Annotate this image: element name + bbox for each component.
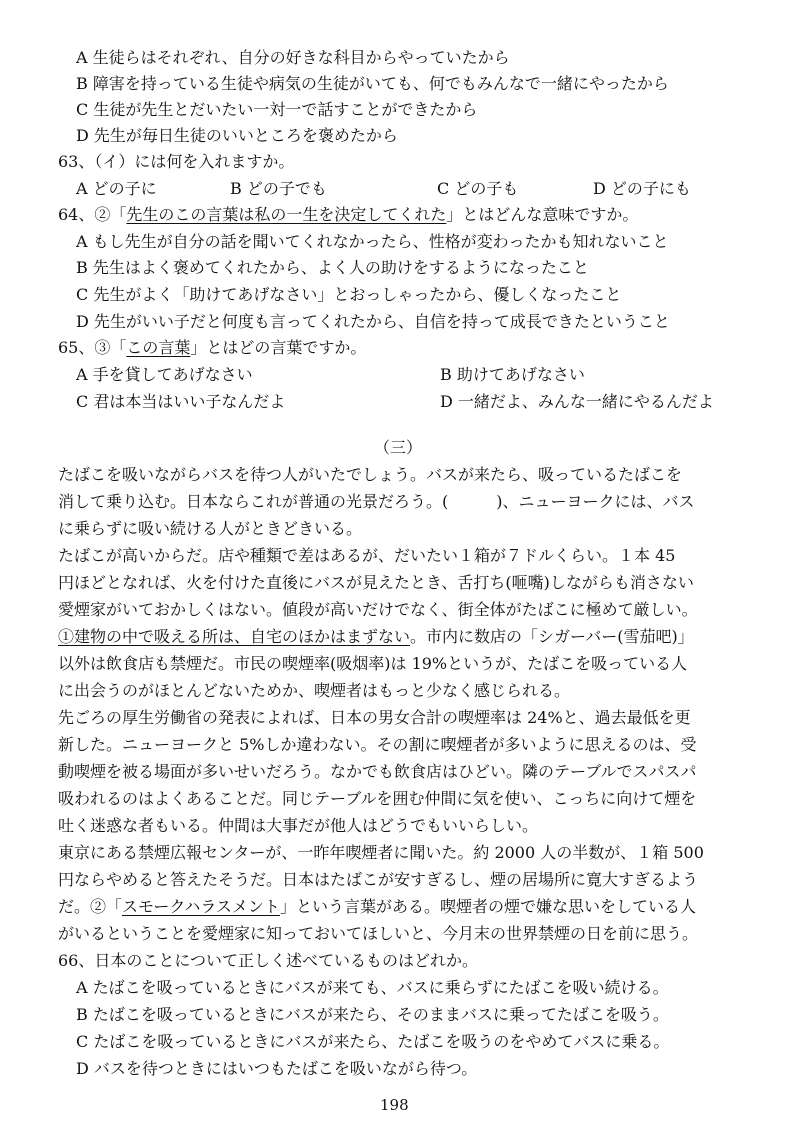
q64-option-d: D 先生がいい子だと何度も言ってくれたから、自信を持って成長できたということ	[76, 312, 670, 331]
q64-option-a: A もし先生が自分の話を聞いてくれなかったら、性格が変わったかも知れないこと	[76, 232, 669, 251]
passage-line: がいるということを愛煙家に知っておいてほしいと、今月末の世界禁煙の日を前に思う。	[58, 924, 699, 943]
passage-underlined-phrase-2: スモークハラスメント	[122, 897, 280, 916]
passage-line: に出会うのがほとんどないためか、喫煙者はもっと少なく感じられる。	[58, 681, 571, 700]
q64-option-b: B 先生はよく褒めてくれたから、よく人の助けをするようになったこと	[76, 258, 589, 277]
q63-question: 63、（イ）には何を入れますか。	[58, 152, 295, 171]
q63-option-d: D どの子にも	[593, 179, 691, 198]
passage-line: たばこを吸いながらバスを待つ人がいたでしょう。バスが来たら、吸っているたばこを	[58, 465, 683, 484]
q64-underlined-phrase: 先生のこの言葉は私の一生を決定してくれた	[126, 205, 447, 224]
q65-prefix: 65、③「	[58, 338, 127, 357]
passage-line: 先ごろの厚生労働省の発表によれば、日本の男女合計の喫煙率は 24%と、過去最低を更	[58, 708, 691, 727]
q65-option-c: C 君は本当はいい子なんだよ	[76, 392, 286, 411]
passage-line: 円ならやめると答えたそうだ。日本はたばこが安すぎるし、煙の居場所に寛大すぎるよう	[58, 870, 699, 889]
q62-option-a: A 生徒らはそれぞれ、自分の好きな科目からやっていたから	[76, 48, 510, 67]
q65-suffix: 」とはどの言葉ですか。	[190, 338, 367, 357]
q65-question	[58, 337, 366, 359]
q63-option-b: B どの子でも	[230, 179, 327, 198]
q65-option-a: A 手を貸してあげなさい	[76, 365, 253, 384]
passage-line-rest: 」という言葉がある。喫煙者の煙で嫌な思いをしている人	[279, 897, 696, 916]
q66-question: 66、日本のことについて正しく述べているものはどれか。	[58, 951, 479, 970]
page-number: 198	[380, 1096, 409, 1114]
q64-prefix: 64、②「	[58, 205, 127, 224]
passage-line: たばこが高いからだ。店や種類で差はあるが、だいたい１箱が７ドルくらい。１本 45	[58, 546, 676, 565]
q62-option-d: D 先生が毎日生徒のいいところを褒めたから	[76, 126, 398, 145]
q66-option-b: B たばこを吸っているときにバスが来たら、そのままバスに乗ってたばこを吸う。	[76, 1005, 669, 1024]
q63-option-a: A どの子に	[76, 179, 157, 198]
passage-line: 動喫煙を被る場面が多いせいだろう。なかでも飲食店はひどい。隣のテーブルでスパスパ	[58, 762, 697, 781]
passage-line-prefix: だ。②「	[58, 897, 123, 916]
passage-line-rest: 。市内に数店の「シガーバー(雪茄吧)」	[410, 627, 694, 646]
passage-underlined-phrase-1: ①建物の中で吸える所は、自宅のほかはまずない	[58, 627, 411, 646]
passage-line: 吸われるのはよくあることだ。同じテーブルを囲む仲間に気を使い、こっちに向けて煙を	[58, 789, 697, 808]
passage-line: 吐く迷惑な者もいる。仲間は大事だが他人はどうでもいいらしい。	[58, 816, 539, 835]
q65-underlined-phrase: この言葉	[126, 338, 191, 357]
passage-line: 東京にある禁煙広報センターが、一昨年喫煙者に聞いた。約 2000 人の半数が、１箱 500	[58, 843, 704, 862]
q62-option-b: B 障害を持っている生徒や病気の生徒がいても、何でもみんなで一緒にやったから	[76, 74, 669, 93]
q63-option-c: C どの子も	[437, 179, 519, 198]
q66-option-a: A たばこを吸っているときにバスが来ても、バスに乗らずにたばこを吸い続ける。	[76, 978, 669, 997]
passage-line: 新した。ニューヨークと 5%しか違わない。その割に喫煙者が多いように思えるのは、受	[58, 735, 697, 754]
q66-option-c: C たばこを吸っているときにバスが来たら、たばこを吸うのをやめてバスに乗る。	[76, 1032, 670, 1051]
q64-suffix: 」とはどんな意味ですか。	[446, 205, 639, 224]
passage-line: 愛煙家がいておかしくはない。値段が高いだけでなく、街全体がたばこに極めて厳しい。	[58, 600, 698, 619]
q65-option-b: B 助けてあげなさい	[440, 365, 585, 384]
q66-option-d: D バスを待つときにはいつもたばこを吸いながら待つ。	[76, 1059, 478, 1078]
passage-line: 消して乗り込む。日本ならこれが普通の光景だろう。( )、ニューヨークには、バス	[58, 492, 695, 511]
passage-line	[58, 626, 694, 648]
q65-option-d: D 一緒だよ、みんな一緒にやるんだよ	[440, 392, 714, 411]
passage-line: 以外は飲食店も禁煙だ。市民の喫煙率(吸烟率)は 19%というが、たばこを吸っている人	[58, 654, 688, 673]
q64-question	[58, 204, 638, 226]
passage-line: 円ほどとなれば、火を付けた直後にバスが見えたとき、舌打ち(咂嘴)しながらも消さない	[58, 573, 694, 592]
section-3-title: （三）	[374, 438, 423, 457]
passage-line: に乗らずに吸い続ける人がときどきいる。	[58, 519, 363, 538]
q64-option-c: C 先生がよく「助けてあげなさい」とおっしゃったから、優しくなったこと	[76, 285, 622, 304]
q62-option-c: C 生徒が先生とだいたい一対一で話すことができたから	[76, 100, 478, 119]
passage-line	[58, 896, 696, 918]
